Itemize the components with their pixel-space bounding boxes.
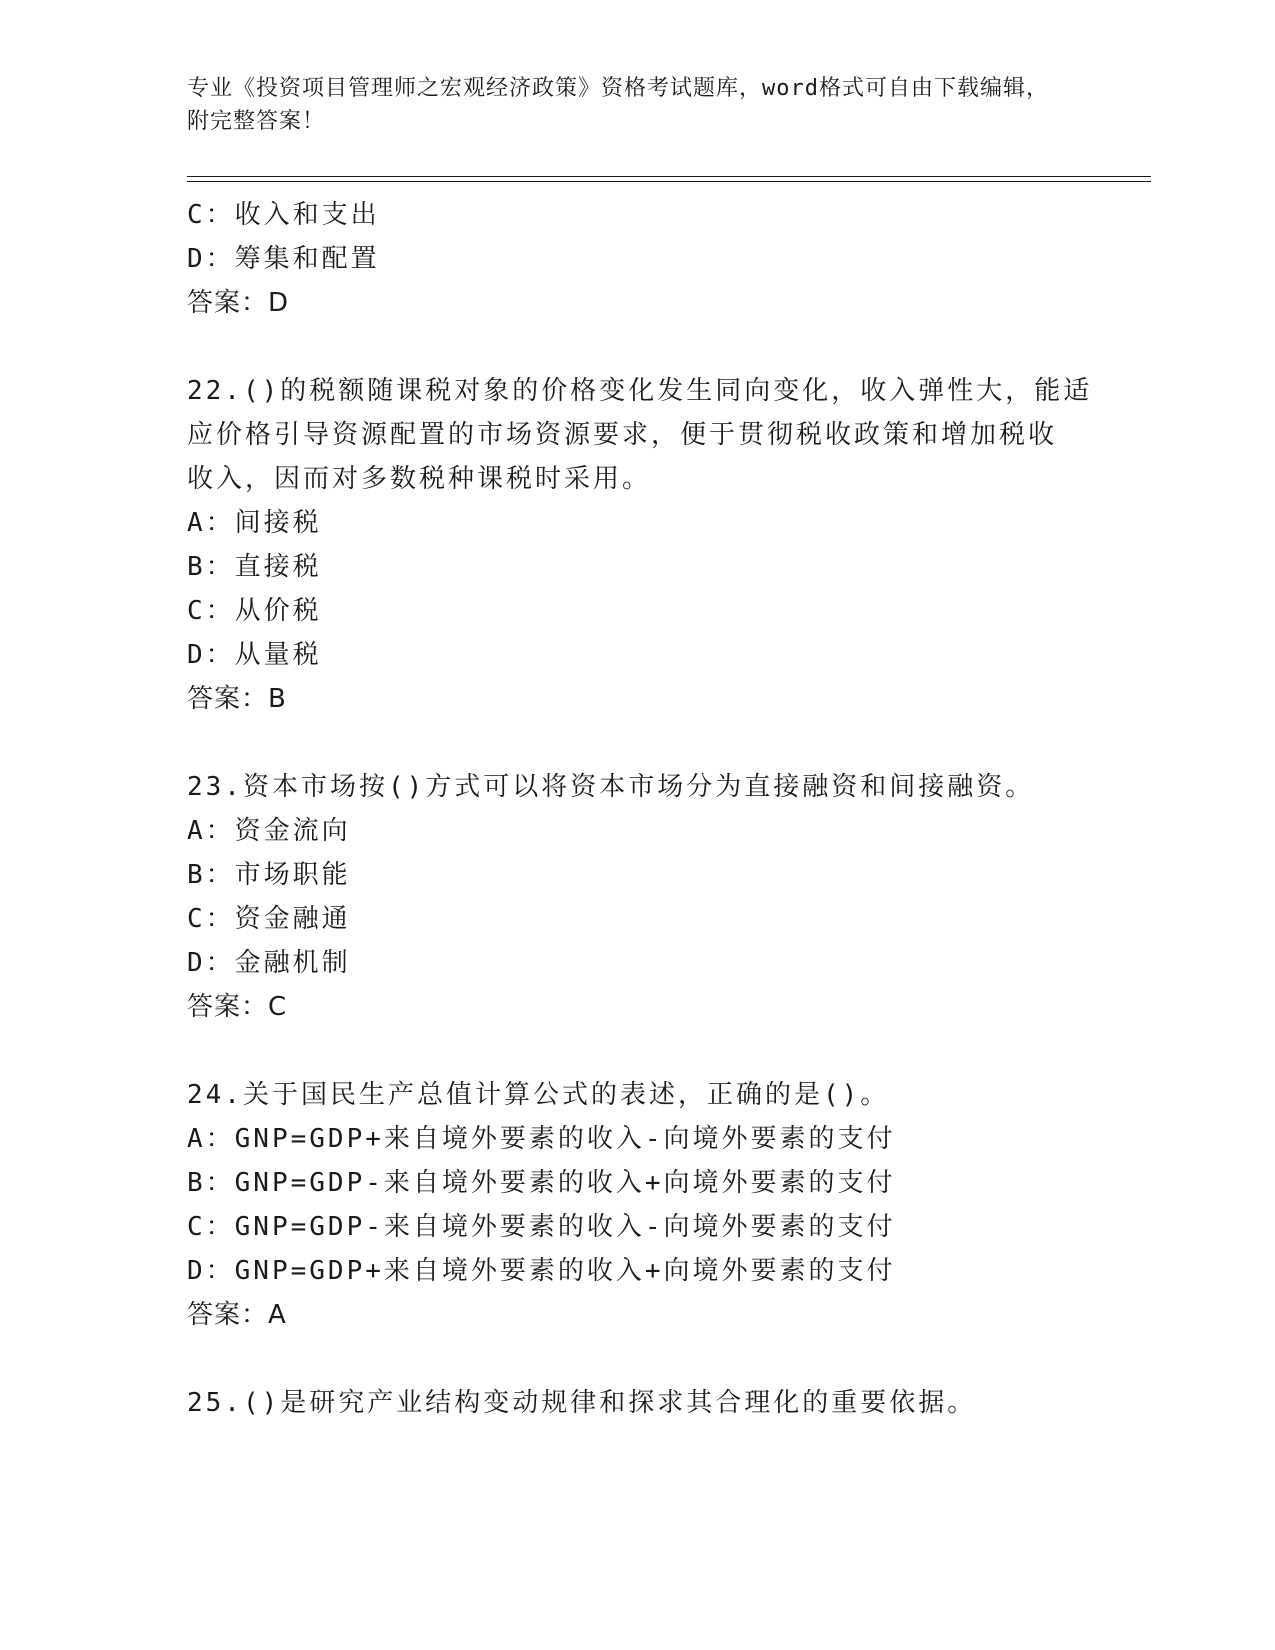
q23-answer: 答案：C <box>187 992 288 1022</box>
header-rule-bottom <box>187 181 1151 182</box>
q22-text-line-2: 应价格引导资源配置的市场资源要求，便于贯彻税收政策和增加税收 <box>187 420 1058 450</box>
page-header: 专业《投资项目管理师之宏观经济政策》资格考试题库，word格式可自由下载编辑，附完整答案！ <box>187 76 1049 134</box>
q21-option-c: C：收入和支出 <box>187 200 380 230</box>
q24-option-d: D：GNP=GDP+来自境外要素的收入+向境外要素的支付 <box>187 1256 896 1286</box>
q23-option-c: C：资金融通 <box>187 904 351 934</box>
q22-text-line-3: 收入，因而对多数税种课税时采用。 <box>187 464 652 494</box>
q24-option-c: C：GNP=GDP-来自境外要素的收入-向境外要素的支付 <box>187 1212 896 1242</box>
q22-text-line-1: 22.()的税额随课税对象的价格变化发生同向变化，收入弹性大，能适 <box>187 376 1093 406</box>
q22-option-a: A：间接税 <box>187 508 322 538</box>
q22-option-b: B：直接税 <box>187 552 322 582</box>
q23-text-line-1: 23.资本市场按()方式可以将资本市场分为直接融资和间接融资。 <box>187 772 1035 802</box>
q24-option-a: A：GNP=GDP+来自境外要素的收入-向境外要素的支付 <box>187 1124 896 1154</box>
q24-text-line-1: 24.关于国民生产总值计算公式的表述，正确的是()。 <box>187 1080 890 1110</box>
q21-answer: 答案：D <box>187 288 290 318</box>
q22-answer: 答案：B <box>187 684 287 714</box>
q25-text-line-1: 25.()是研究产业结构变动规律和探求其合理化的重要依据。 <box>187 1388 977 1418</box>
q24-option-b: B：GNP=GDP-来自境外要素的收入+向境外要素的支付 <box>187 1168 896 1198</box>
q24-answer: 答案：A <box>187 1300 287 1330</box>
q21-option-d: D：筹集和配置 <box>187 244 380 274</box>
q22-option-c: C：从价税 <box>187 596 322 626</box>
header-rule-top <box>187 176 1151 177</box>
q23-option-b: B：市场职能 <box>187 860 351 890</box>
q22-option-d: D：从量税 <box>187 640 322 670</box>
q23-option-a: A：资金流向 <box>187 816 351 846</box>
q23-option-d: D：金融机制 <box>187 948 351 978</box>
